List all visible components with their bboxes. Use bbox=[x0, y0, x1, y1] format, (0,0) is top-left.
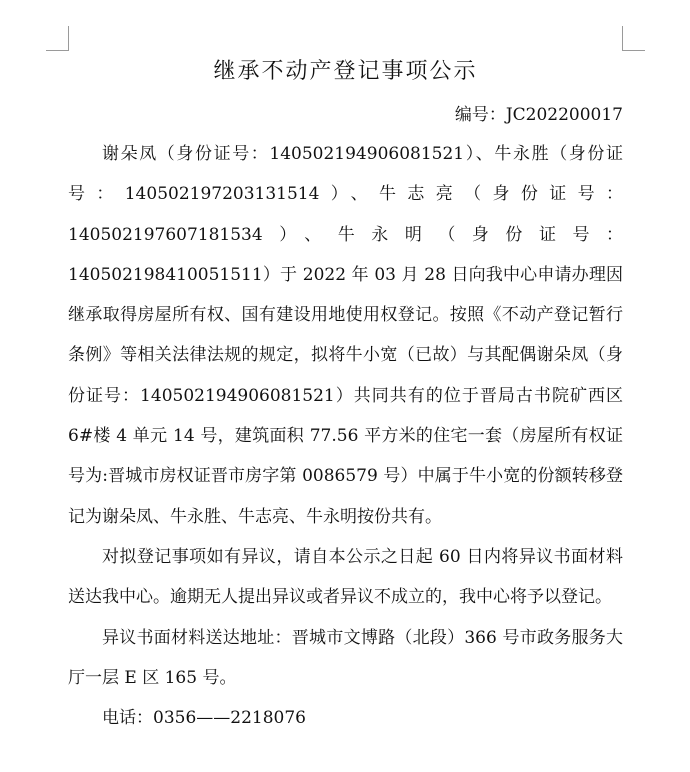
serial-number: 编号：JC202200017 bbox=[454, 105, 623, 125]
paragraph-address: 异议书面材料送达地址：晋城市文博路（北段）366 号市政务服务大厅一层 E 区 165 号。 bbox=[68, 627, 623, 688]
paragraph-phone: 电话：0356——2218076 bbox=[102, 708, 306, 729]
document-body bbox=[68, 52, 623, 738]
page-corner-mark-top-left bbox=[46, 26, 69, 51]
document-title: 继承不动产登记事项公示 bbox=[213, 59, 478, 84]
page-corner-mark-top-right bbox=[622, 26, 645, 51]
paragraph-main: 谢朵凤（身份证号：140502194906081521）、牛永胜（身份证号：140502197203131514）、牛志亮（身份证号：140502197607181534）、牛永明（身份证号：140502198410051511）于 2022 年 03 月 28 日向我中心申请办理因继承取得房屋所有权、国有建设用地使用权登记。按照《不动产登记暂行条例》等相关法律法规的规定，拟将牛小宽（已故）与其配偶谢朵凤（身份证号：140502194906081521）共同共有的位于晋局古书院矿西区 6#楼 4 单元 14 号，建筑面积 77.56 平方米的住宅一套（房屋所有权证号为:晋城市房权证晋市房字第 0086579 号）中属于牛小宽的份额转移登记为谢朵凤、牛永胜、牛志亮、牛永明按份共有。 bbox=[68, 144, 623, 527]
paragraph-objection: 对拟登记事项如有异议，请自本公示之日起 60 日内将异议书面材料送达我中心。逾期无人提出异议或者异议不成立的，我中心将予以登记。 bbox=[68, 546, 623, 608]
